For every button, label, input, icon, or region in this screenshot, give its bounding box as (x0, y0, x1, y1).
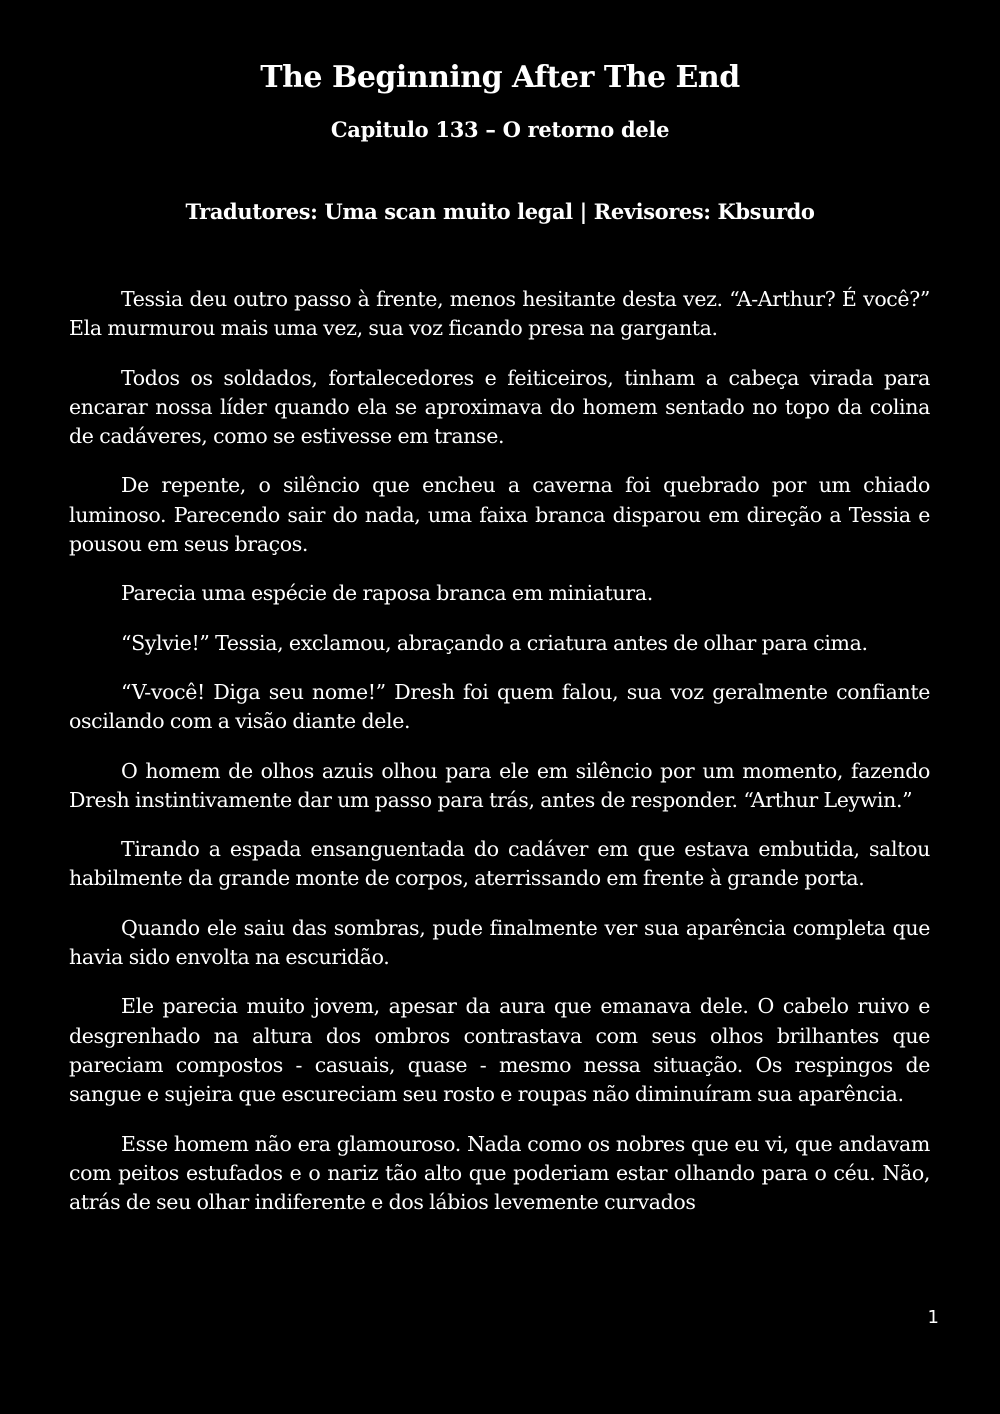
paragraph: Esse homem não era glamouroso. Nada como os nobres que eu vi, que andavam com peitos estufados e o nariz tão alto que poderiam estar olhando para o céu. Não, atrás de seu olhar indiferente e dos lábios levemente curvados (69, 1131, 930, 1215)
credits-line: Tradutores: Uma scan muito legal | Revisores: Kbsurdo (185, 199, 815, 224)
paragraph: Parecia uma espécie de raposa branca em miniatura. (121, 581, 653, 606)
page-number: 1 (927, 1307, 939, 1328)
paragraph: Tirando a espada ensanguentada do cadáver em que estava embutida, saltou habilmente da grande monte de corpos, aterrissando em frente à grande porta. (69, 837, 930, 891)
paragraph: Todos os soldados, fortalecedores e feiticeiros, tinham a cabeça virada para encarar nossa líder quando ela se aproximava do homem sentado no topo da colina de cadáveres, como se estivesse em transe. (69, 365, 930, 449)
paragraph: De repente, o silêncio que encheu a caverna foi quebrado por um chiado luminoso. Parecendo sair do nada, uma faixa branca disparou em direção a Tessia e pousou em seus braços. (69, 473, 930, 557)
paragraph: Quando ele saiu das sombras, pude finalmente ver sua aparência completa que havia sido envolta na escuridão. (69, 915, 930, 970)
paragraph: O homem de olhos azuis olhou para ele em silêncio por um momento, fazendo Dresh instintivamente dar um passo para trás, antes de responder. “Arthur Leywin.” (69, 758, 930, 812)
chapter-subtitle: Capitulo 133 – O retorno dele (330, 117, 670, 142)
document-title: The Beginning After The End (260, 60, 740, 95)
paragraph: “Sylvie!” Tessia, exclamou, abraçando a criatura antes de olhar para cima. (121, 630, 868, 655)
paragraph: Tessia deu outro passo à frente, menos hesitante desta vez. “A-Arthur? É você?” Ela murmurou mais uma vez, sua voz ficando presa na garganta. (69, 287, 930, 341)
paragraph: Ele parecia muito jovem, apesar da aura que emanava dele. O cabelo ruivo e desgrenhado na altura dos ombros contrastava com seus olhos brilhantes que pareciam compostos - casuais, quase - mesmo nessa situação. Os respingos de sangue e sujeira que escureciam seu rosto e roupas não diminuíram sua aparência. (69, 994, 930, 1107)
paragraph: “V-você! Diga seu nome!” Dresh foi quem falou, sua voz geralmente confiante oscilando com a visão diante dele. (69, 679, 930, 734)
chapter-body (69, 285, 930, 1237)
